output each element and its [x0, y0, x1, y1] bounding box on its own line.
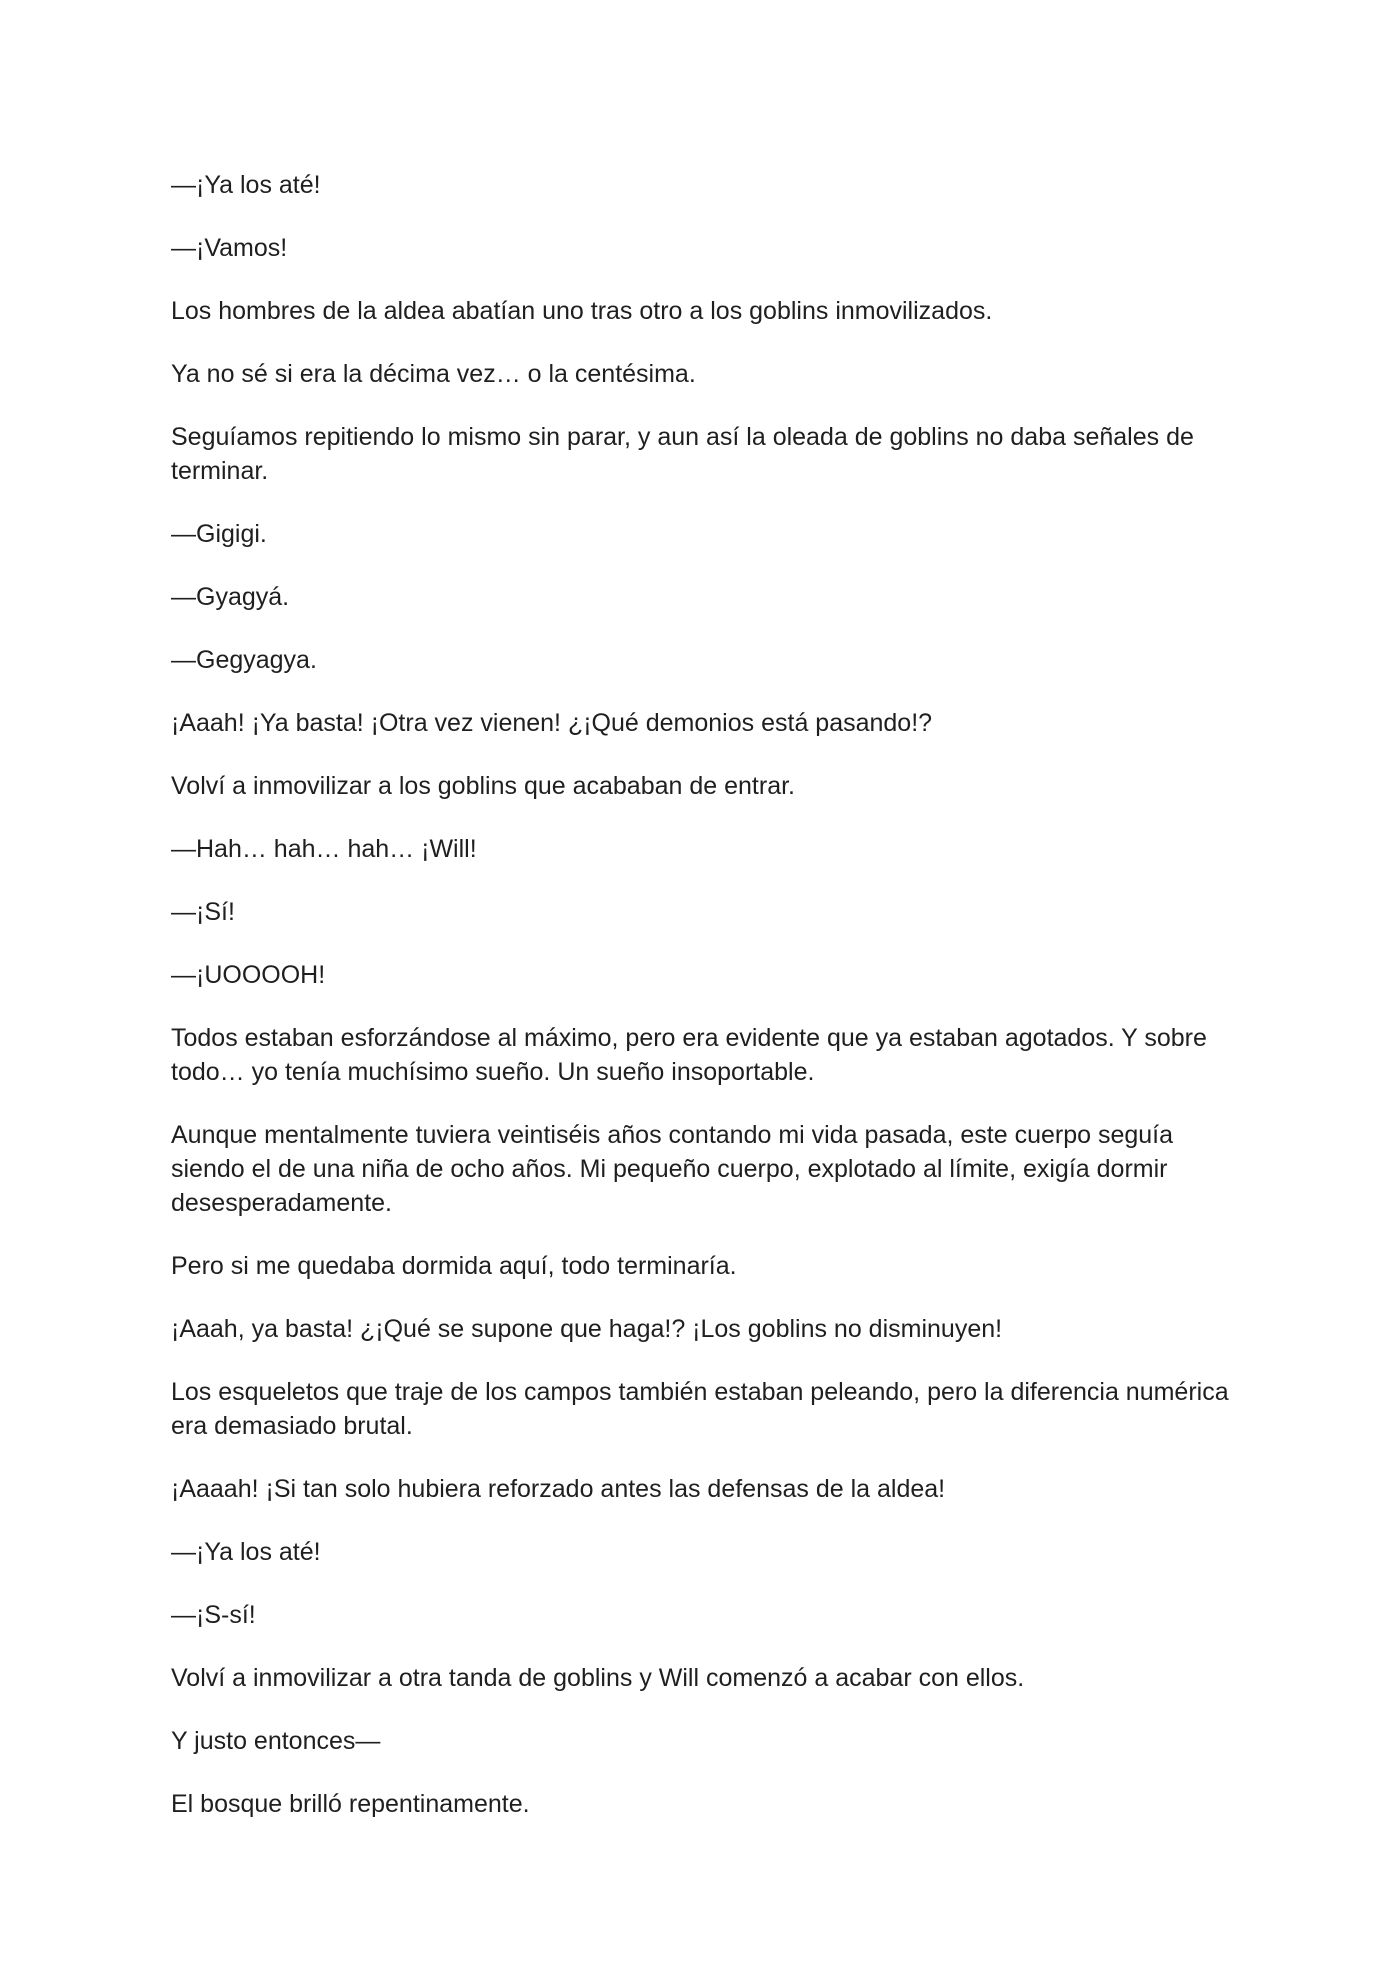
document-body: [171, 168, 1251, 1850]
paragraph: Todos estaban esforzándose al máximo, pero era evidente que ya estaban agotados. Y sobre todo… yo tenía muchísimo sueño. Un sueño insoportable.: [171, 1024, 1207, 1086]
paragraph: ¡Aaah, ya basta! ¿¡Qué se supone que haga!? ¡Los goblins no disminuyen!: [171, 1315, 1003, 1343]
paragraph: —¡S-sí!: [171, 1601, 256, 1629]
paragraph: Los hombres de la aldea abatían uno tras otro a los goblins inmovilizados.: [171, 297, 993, 325]
paragraph: ¡Aaaah! ¡Si tan solo hubiera reforzado antes las defensas de la aldea!: [171, 1475, 946, 1503]
paragraph: Y justo entonces—: [171, 1727, 381, 1755]
paragraph: —Gigigi.: [171, 520, 267, 548]
paragraph: Volví a inmovilizar a los goblins que acababan de entrar.: [171, 772, 795, 800]
paragraph: El bosque brilló repentinamente.: [171, 1790, 530, 1818]
paragraph: Pero si me quedaba dormida aquí, todo terminaría.: [171, 1252, 737, 1280]
paragraph: Volví a inmovilizar a otra tanda de goblins y Will comenzó a acabar con ellos.: [171, 1664, 1025, 1692]
paragraph: Aunque mentalmente tuviera veintiséis años contando mi vida pasada, este cuerpo seguía siendo el de una niña de ocho años. Mi pequeño cuerpo, explotado al límite, exigía dormir desesperadamente.: [171, 1121, 1174, 1217]
paragraph: —¡Ya los até!: [171, 171, 321, 199]
paragraph: —Hah… hah… hah… ¡Will!: [171, 835, 477, 863]
paragraph: —Gyagyá.: [171, 583, 290, 611]
paragraph: Los esqueletos que traje de los campos también estaban peleando, pero la diferencia numérica era demasiado brutal.: [171, 1378, 1229, 1440]
paragraph: —¡UOOOOH!: [171, 961, 326, 989]
paragraph: ¡Aaah! ¡Ya basta! ¡Otra vez vienen! ¿¡Qué demonios está pasando!?: [171, 709, 933, 737]
paragraph: —¡Vamos!: [171, 234, 288, 262]
paragraph: —¡Sí!: [171, 898, 235, 926]
paragraph: Ya no sé si era la décima vez… o la centésima.: [171, 360, 696, 388]
paragraph: —Gegyagya.: [171, 646, 317, 674]
paragraph: —¡Ya los até!: [171, 1538, 321, 1566]
paragraph: Seguíamos repitiendo lo mismo sin parar, y aun así la oleada de goblins no daba señales de terminar.: [171, 423, 1194, 485]
